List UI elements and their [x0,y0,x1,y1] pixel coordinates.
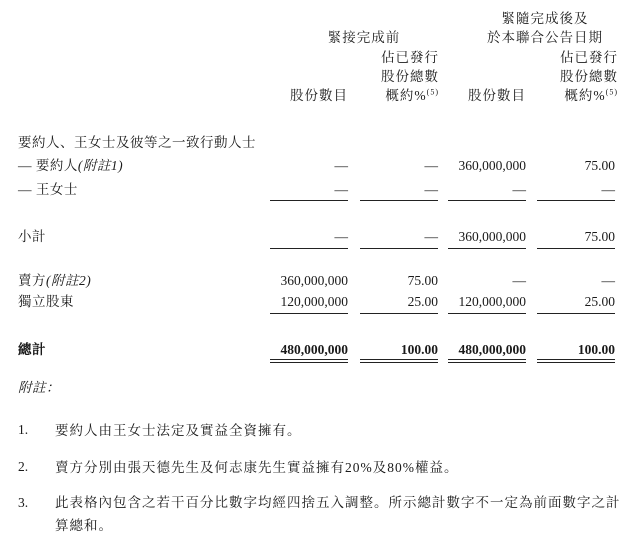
note-text: 賣方分別由張天德先生及何志康先生實益擁有20%及80%權益。 [55,460,459,475]
table-cell: 120,000,000 [280,294,348,309]
notes-title [18,379,60,397]
row-label-independent-shareholders: 獨立股東 [18,294,74,309]
divider [537,313,615,314]
table-cell: 120,000,000 [458,294,526,309]
table-cell: — [424,182,438,197]
header-pct-line2: 股份總數 [381,69,439,84]
table-cell: — [424,158,438,173]
header-pct-line1: 佔已發行 [560,50,618,65]
table-cell: — [334,229,348,244]
header-pct-line2: 股份總數 [560,69,618,84]
divider [360,313,438,314]
vendor-note-ref: (附註2) [46,273,92,288]
row-label-concert-group: 要約人、王女士及彼等之一致行動人士 [18,135,256,150]
row-label-total: 總計 [18,342,46,357]
divider [270,200,348,201]
divider [270,313,348,314]
table-cell: 75.00 [407,273,438,288]
header-pct-before [355,48,439,105]
note-text: 此表格內包含之若干百分比數字均經四捨五入調整。所示總計數字不一定為前面數字之計算總和。 [55,495,621,533]
table-cell-total: 480,000,000 [280,342,348,357]
table-cell: 25.00 [407,294,438,309]
header-after-completion [470,9,620,47]
row-label-vendor [18,272,91,290]
header-shares-before: 股份數目 [290,88,348,103]
table-cell: — [601,273,615,288]
header-before-completion [290,28,438,47]
divider [448,248,526,249]
table-cell: — [334,158,348,173]
double-divider [537,359,615,363]
header-pct-text: 概約% [564,88,606,103]
table-cell: — [512,182,526,197]
table-cell: 75.00 [584,229,615,244]
table-cell: 360,000,000 [458,158,526,173]
header-pct-sup: (5) [426,87,439,97]
row-label-subtotal: 小計 [18,229,46,244]
note-number: 3. [18,495,29,510]
double-divider [270,359,348,363]
header-pct-text: 概約% [385,88,427,103]
header-shares-after: 股份數目 [468,88,526,103]
double-divider [360,359,438,363]
divider [360,248,438,249]
note-text: 要約人由王女士法定及實益全資擁有。 [55,423,302,438]
row-label-ms-wong: — 王女士 [18,182,78,197]
table-cell-total: 100.00 [400,342,438,357]
row-label-offeror [18,157,123,175]
divider [448,200,526,201]
header-pct-after [534,48,618,105]
header-pct-line1: 佔已發行 [381,50,439,65]
table-cell-total: 480,000,000 [458,342,526,357]
header-pct-sup: (5) [605,87,618,97]
table-cell: 360,000,000 [458,229,526,244]
header-pct-line3 [355,86,439,105]
notes-title-text: 附註： [18,380,60,395]
divider [270,248,348,249]
offeror-label-text: — 要約人 [18,158,78,173]
table-cell: 25.00 [584,294,615,309]
header-before-completion-label: 緊接完成前 [327,30,401,45]
vendor-label-text: 賣方 [18,273,46,288]
divider [448,313,526,314]
offeror-note-ref: (附註1) [77,158,124,173]
divider [360,200,438,201]
header-pct-line3 [534,86,618,105]
table-cell: — [424,229,438,244]
table-cell: — [512,273,526,288]
table-cell: — [334,182,348,197]
double-divider [448,359,526,363]
table-cell: 75.00 [584,158,615,173]
header-after-completion-line1: 緊隨完成後及 [501,11,589,26]
table-cell: 360,000,000 [280,273,348,288]
divider [537,248,615,249]
note-number: 1. [18,422,29,437]
divider [537,200,615,201]
header-after-completion-line2: 於本聯合公告日期 [487,30,603,45]
table-cell: — [601,182,615,197]
note-number: 2. [18,459,29,474]
table-cell-total: 100.00 [577,342,615,357]
